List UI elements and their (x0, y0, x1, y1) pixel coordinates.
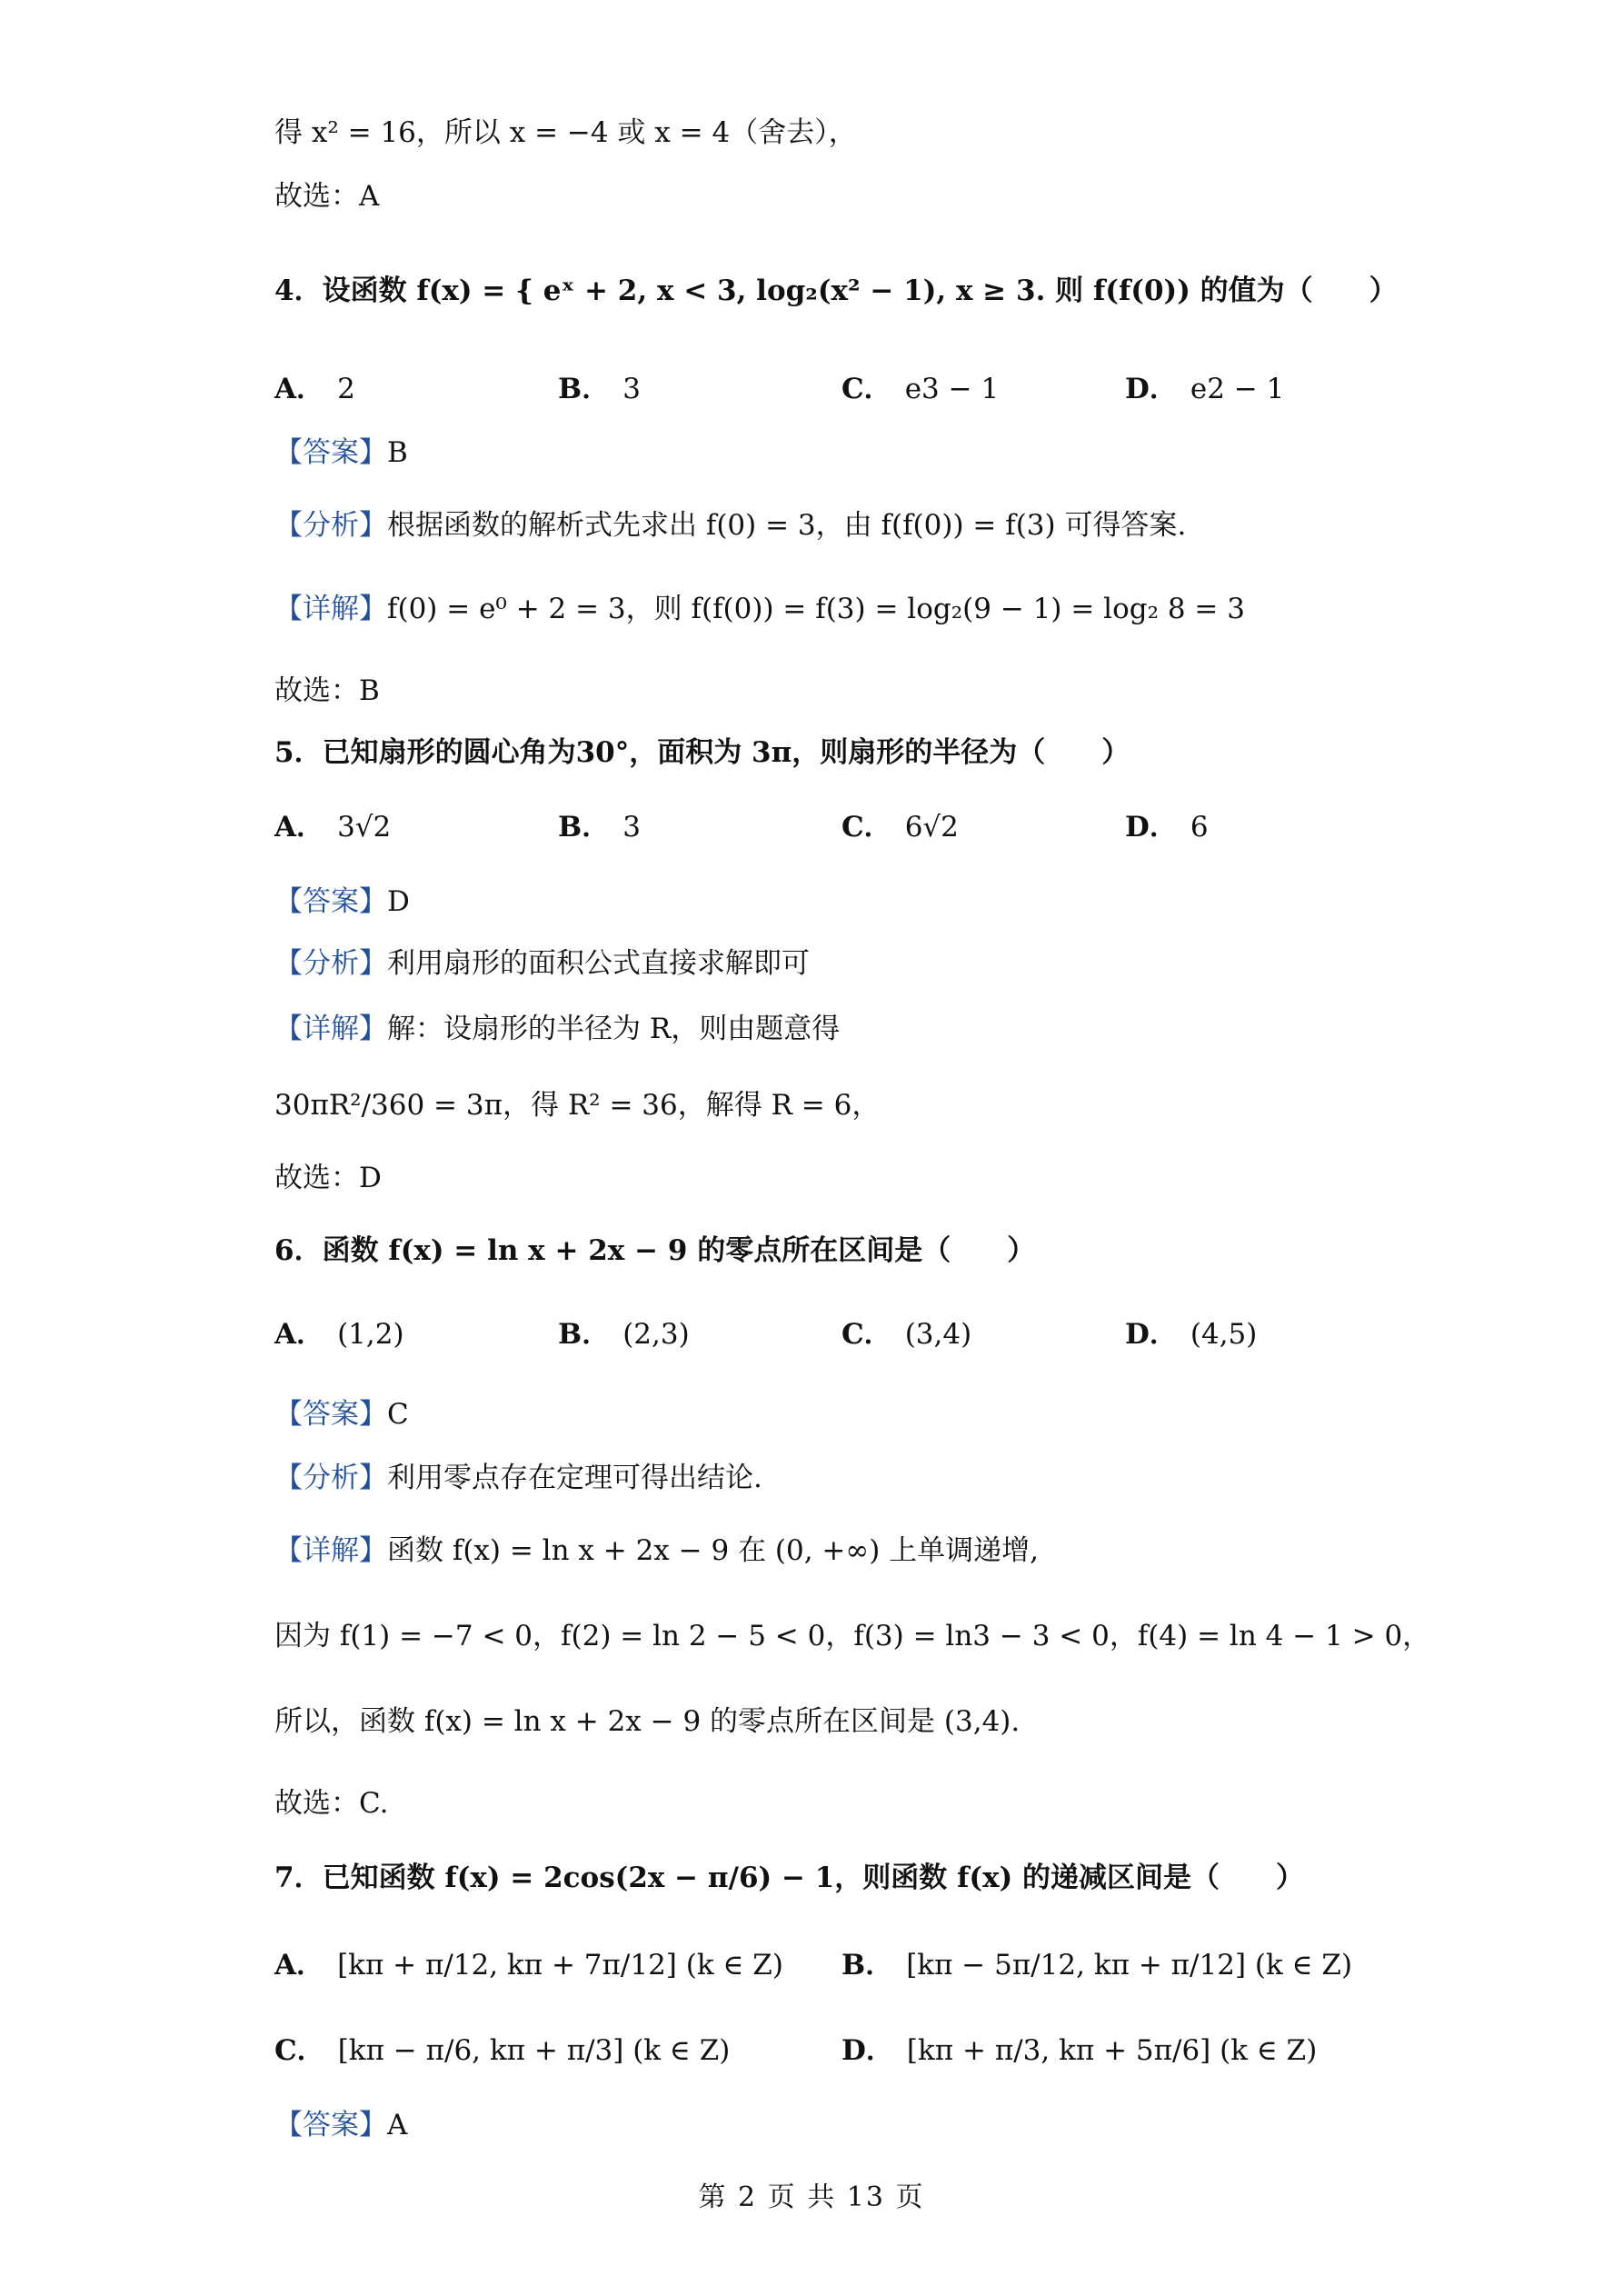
option-a: A． (1,2) (274, 1318, 404, 1351)
option-c: C． e3 − 1 (841, 373, 1000, 405)
option-b: B． (2,3) (558, 1318, 690, 1351)
option-c: C． [kπ − π/6, kπ + π/3] (k ∈ Z) (274, 2034, 731, 2067)
text-line: 故选：B (274, 674, 380, 707)
analysis-line: 【分析】利用扇形的面积公式直接求解即可 (274, 947, 810, 980)
option-b: B． 3 (558, 373, 641, 405)
answer-line: 【答案】A (274, 2109, 408, 2141)
detail-line: 【详解】f(0) = e⁰ + 2 = 3，则 f(f(0)) = f(3) = log₂(9 − 1) = log₂ 8 = 3 (274, 593, 1245, 625)
page-footer: 第 2 页 共 13 页 (698, 2181, 925, 2213)
text-line: 故选：D (274, 1162, 382, 1194)
analysis-tag: 【分析】 (274, 947, 387, 980)
text-line: 得 x² = 16，所以 x = −4 或 x = 4（舍去）， (274, 116, 857, 149)
question-5: 5．已知扇形的圆心角为30°，面积为 3π，则扇形的半径为（ ） (274, 736, 1130, 769)
option-d: D． (4,5) (1125, 1318, 1258, 1351)
option-c: C． 6√2 (841, 811, 959, 844)
answer-tag: 【答案】 (274, 2109, 387, 2141)
question-6: 6．函数 f(x) = ln x + 2x − 9 的零点所在区间是（ ） (274, 1234, 1036, 1267)
analysis-line: 【分析】利用零点存在定理可得出结论. (274, 1462, 762, 1494)
text-line: 因为 f(1) = −7 < 0，f(2) = ln 2 − 5 < 0，f(3) = ln3 − 3 < 0，f(4) = ln 4 − 1 > 0， (274, 1620, 1431, 1652)
option-c: C． (3,4) (841, 1318, 972, 1351)
option-a: A． 2 (274, 373, 355, 405)
detail-tag: 【详解】 (274, 1534, 387, 1567)
equation-line: 30πR²/360 = 3π，得 R² = 36，解得 R = 6， (274, 1089, 881, 1122)
text-line: 所以，函数 f(x) = ln x + 2x − 9 的零点所在区间是 (3,4). (274, 1705, 1021, 1738)
detail-tag: 【详解】 (274, 1013, 387, 1045)
detail-tag: 【详解】 (274, 593, 387, 625)
option-d: D． [kπ + π/3, kπ + 5π/6] (k ∈ Z) (841, 2034, 1318, 2067)
answer-line: 【答案】D (274, 885, 410, 918)
question-4: 4．设函数 f(x) = { eˣ + 2, x < 3, log₂(x² − 1), x ≥ 3. 则 f(f(0)) 的值为（ ） (274, 275, 1398, 307)
answer-line: 【答案】B (274, 436, 408, 469)
option-a: A． 3√2 (274, 811, 392, 844)
question-7: 7．已知函数 f(x) = 2cos(2x − π/6) − 1，则函数 f(x) 的递减区间是（ ） (274, 1862, 1305, 1894)
analysis-tag: 【分析】 (274, 1462, 387, 1494)
option-b: B． [kπ − 5π/12, kπ + π/12] (k ∈ Z) (841, 1949, 1353, 1982)
option-d: D． e2 − 1 (1125, 373, 1285, 405)
option-b: B． 3 (558, 811, 641, 844)
analysis-line: 【分析】根据函数的解析式先求出 f(0) = 3，由 f(f(0)) = f(3) 可得答案. (274, 509, 1187, 542)
option-a: A． [kπ + π/12, kπ + 7π/12] (k ∈ Z) (274, 1949, 783, 1982)
answer-tag: 【答案】 (274, 1398, 387, 1431)
option-d: D． 6 (1125, 811, 1209, 844)
text-line: 故选：C. (274, 1787, 389, 1820)
analysis-tag: 【分析】 (274, 509, 387, 542)
detail-line: 【详解】解：设扇形的半径为 R，则由题意得 (274, 1013, 841, 1045)
detail-line: 【详解】函数 f(x) = ln x + 2x − 9 在 (0, +∞) 上单调递增, (274, 1534, 1040, 1567)
answer-line: 【答案】C (274, 1398, 409, 1431)
answer-tag: 【答案】 (274, 885, 387, 918)
answer-tag: 【答案】 (274, 436, 387, 469)
text-line: 故选：A (274, 180, 380, 213)
